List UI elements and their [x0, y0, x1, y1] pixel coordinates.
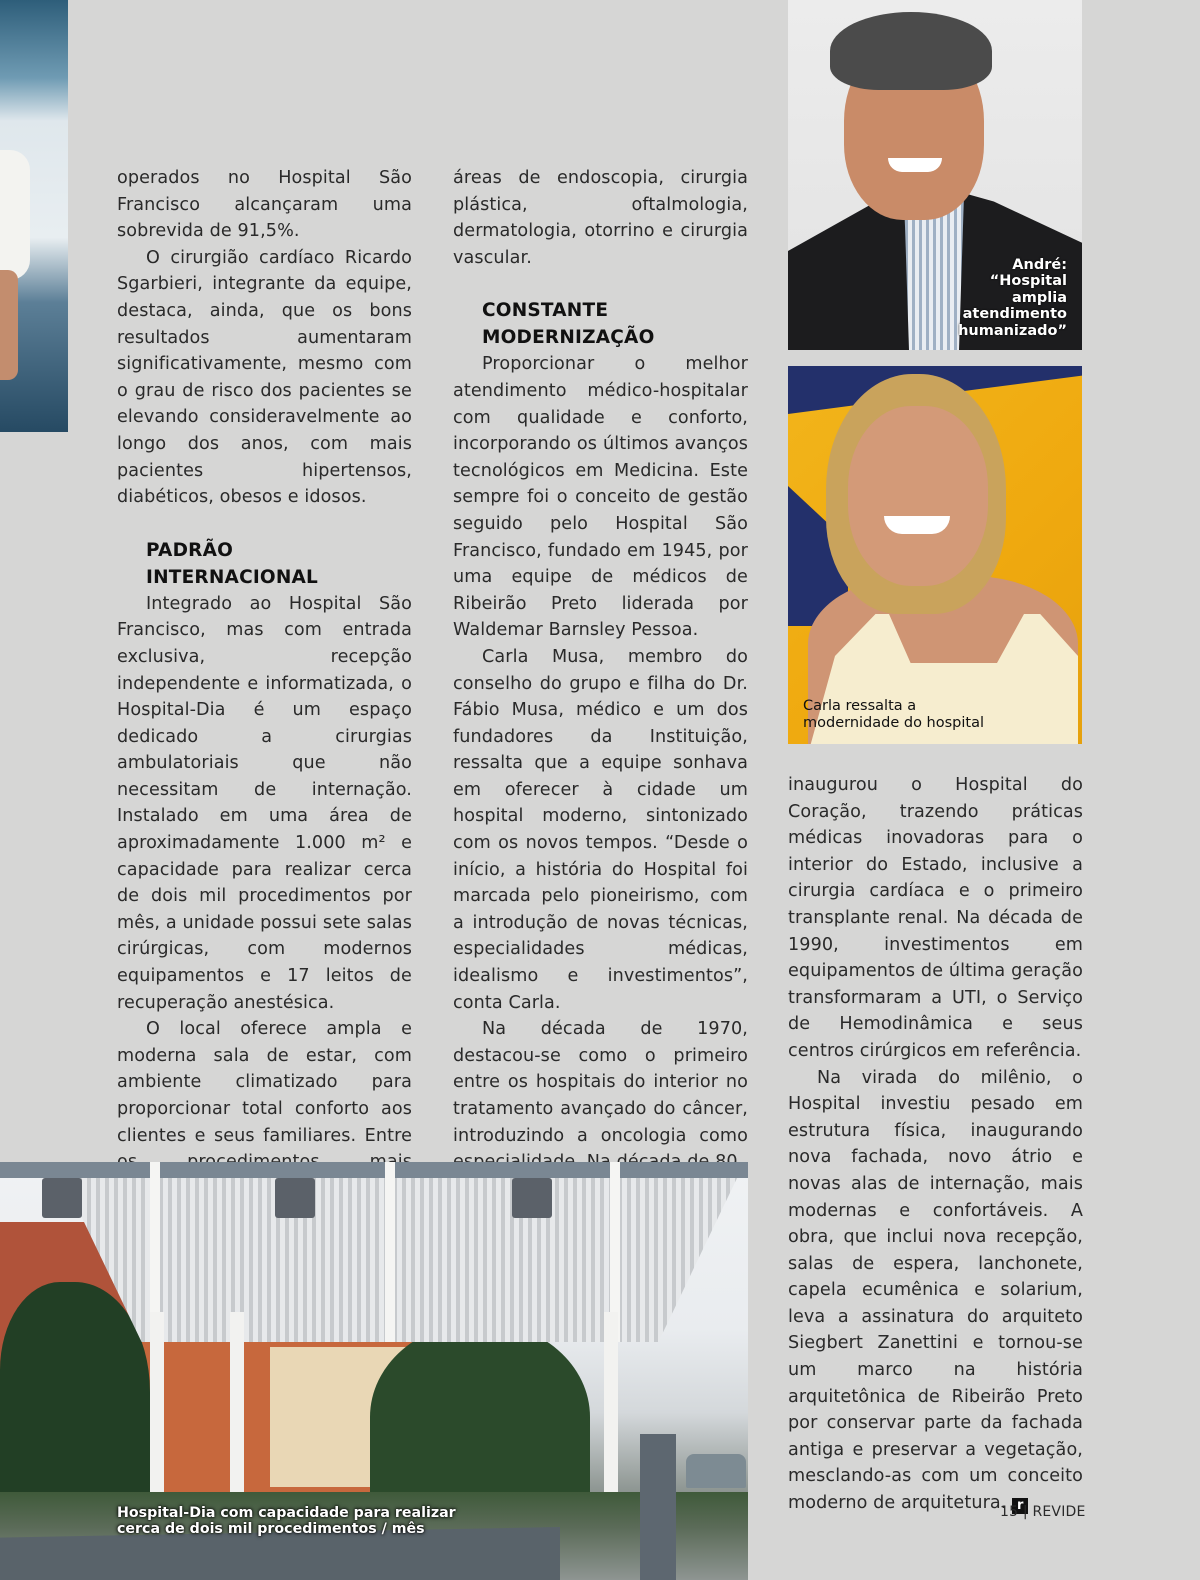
magazine-name: REVIDE [1032, 1504, 1086, 1520]
caption-line: humanizado” [958, 322, 1067, 339]
paragraph: Proporcionar o melhor atendimento médico-hospitalar com qualidade e conforto, incorporando os últimos avanços tecnológicos em Medicina. Este sempre foi o conceito de gestão seguido pelo Hospital São Francisco, fundado em 1945, por uma equipe de médicos de Ribeirão Preto liderada por Waldemar Barnsley Pessoa. [453, 354, 748, 641]
folio-separator: | [1022, 1504, 1028, 1520]
page-folio [1000, 1503, 1086, 1521]
photo-detail [0, 270, 18, 380]
paragraph-text: Na virada do milênio, o Hospital investiu pesado em estrutura física, inaugurando nova fachada, novo átrio e novas alas de internação, mais modernas e confortáveis. A obra, que inclui nova recepção, salas de espera, lanchonete, capela ecumênica e solarium, leva a assinatura do arquiteto Siegbert Zanettini e tornou-se um marco na história arquitetônica de Ribeirão Preto por conservar parte da fachada antiga e preservar a vegetação, mesclando-as com um conceito moderno de arquitetura. [788, 1067, 1083, 1514]
paragraph: Carla Musa, membro do conselho do grupo e filha do Dr. Fábio Musa, médico e um dos fundadores da Instituição, ressalta que a equipe sonhava em oferecer à cidade um hospital moderno, sintonizado com os novos tempos. “Desde o início, a história do Hospital foi marcada pelo pioneirismo, com a introdução de novas técnicas, especialidades médicas, idealismo e investimentos”, conta Carla. [453, 646, 748, 1013]
paragraph [788, 1065, 1083, 1517]
heading-line: PADRÃO [146, 539, 234, 561]
caption-line: amplia [1012, 289, 1067, 306]
section-heading [453, 297, 748, 351]
paragraph: Integrado ao Hospital São Francisco, mas com entrada exclusiva, recepção independente e informatizada, o Hospital-Dia é um espaço dedicado a cirurgias ambulatoriais que não necessitam de internação. Instalado em uma área de aproximadamente 1.000 m² e capacidade para realizar cerca de dois mil procedimentos por mês, a unidade possui sete salas cirúrgicas, com modernos equipamentos e 17 leitos de recuperação anestésica. [117, 593, 412, 1013]
caption-line: atendimento [962, 306, 1067, 323]
photo-detail [370, 1322, 590, 1512]
photo-detail [604, 1312, 618, 1502]
photo-detail [884, 516, 950, 534]
heading-line: MODERNIZAÇÃO [482, 327, 655, 349]
carla-photo-caption [803, 698, 984, 732]
carla-portrait-photo [788, 366, 1082, 744]
hospital-photo-caption [117, 1505, 456, 1537]
photo-detail [848, 406, 988, 586]
photo-detail [830, 12, 992, 90]
caption-line: Carla ressalta a [803, 698, 917, 714]
heading-line: CONSTANTE [482, 300, 609, 322]
photo-detail [42, 1178, 82, 1218]
caption-line: André: [1012, 257, 1067, 273]
photo-detail [0, 1162, 748, 1178]
photo-detail [0, 150, 30, 280]
andre-photo-caption [958, 257, 1067, 339]
paragraph: operados no Hospital São Francisco alcançaram uma sobrevida de 91,5%. [117, 168, 412, 242]
photo-detail [0, 1282, 150, 1502]
photo-detail [686, 1454, 746, 1488]
end-of-article-mark: r [1012, 1498, 1028, 1514]
paragraph: O cirurgião cardíaco Ricardo Sgarbieri, integrante da equipe, destaca, ainda, que os bons resultados aumentaram significativamente, mesmo com o grau de risco dos pacientes se elevando consideravelmente ao longo dos anos, com mais pacientes hipertensos, diabéticos, obesos e idosos. [117, 247, 412, 508]
article-column-3 [788, 772, 1083, 1517]
andre-portrait-photo [788, 0, 1082, 350]
photo-detail [385, 1162, 395, 1342]
photo-detail [640, 1434, 676, 1580]
left-edge-photo [0, 0, 68, 432]
photo-detail [888, 158, 942, 172]
section-heading [117, 537, 412, 591]
caption-line: “Hospital [989, 273, 1067, 290]
paragraph: O local oferece ampla e moderna sala de estar, com ambiente climatizado para proporcionar total conforto aos clientes e seus familiares. Entre [117, 1019, 412, 1146]
photo-detail [230, 1312, 244, 1502]
article-column-1 [117, 165, 412, 1202]
paragraph: inaugurou o Hospital do Coração, trazendo práticas médicas inovadoras para o interior do Estado, inclusive a cirurgia cardíaca e o primeiro transplante renal. Na década de 1990, investimentos em equipamentos de última geração transformaram a UTI, o Serviço de Hemodinâmica e seus centros cirúrgicos em referência. [788, 775, 1083, 1061]
page-number: 15 [1000, 1504, 1019, 1520]
paragraph: Na década de 1970, destacou-se como o primeiro entre os hospitais do interior no tratamento avançado do câncer, introduzindo a oncologia como [453, 1019, 748, 1146]
article-column-2 [453, 165, 748, 1176]
heading-line: INTERNACIONAL [146, 566, 319, 588]
photo-detail [150, 1312, 164, 1502]
caption-line: cerca de dois mil procedimentos / mês [117, 1521, 425, 1537]
caption-line: Hospital-Dia com capacidade para realizar [117, 1505, 456, 1521]
paragraph: áreas de endoscopia, cirurgia plástica, oftalmologia, dermatologia, otorrino e cirurgia vascular. [453, 168, 748, 268]
photo-detail [275, 1178, 315, 1218]
photo-detail [512, 1178, 552, 1218]
caption-line: modernidade do hospital [803, 715, 985, 732]
